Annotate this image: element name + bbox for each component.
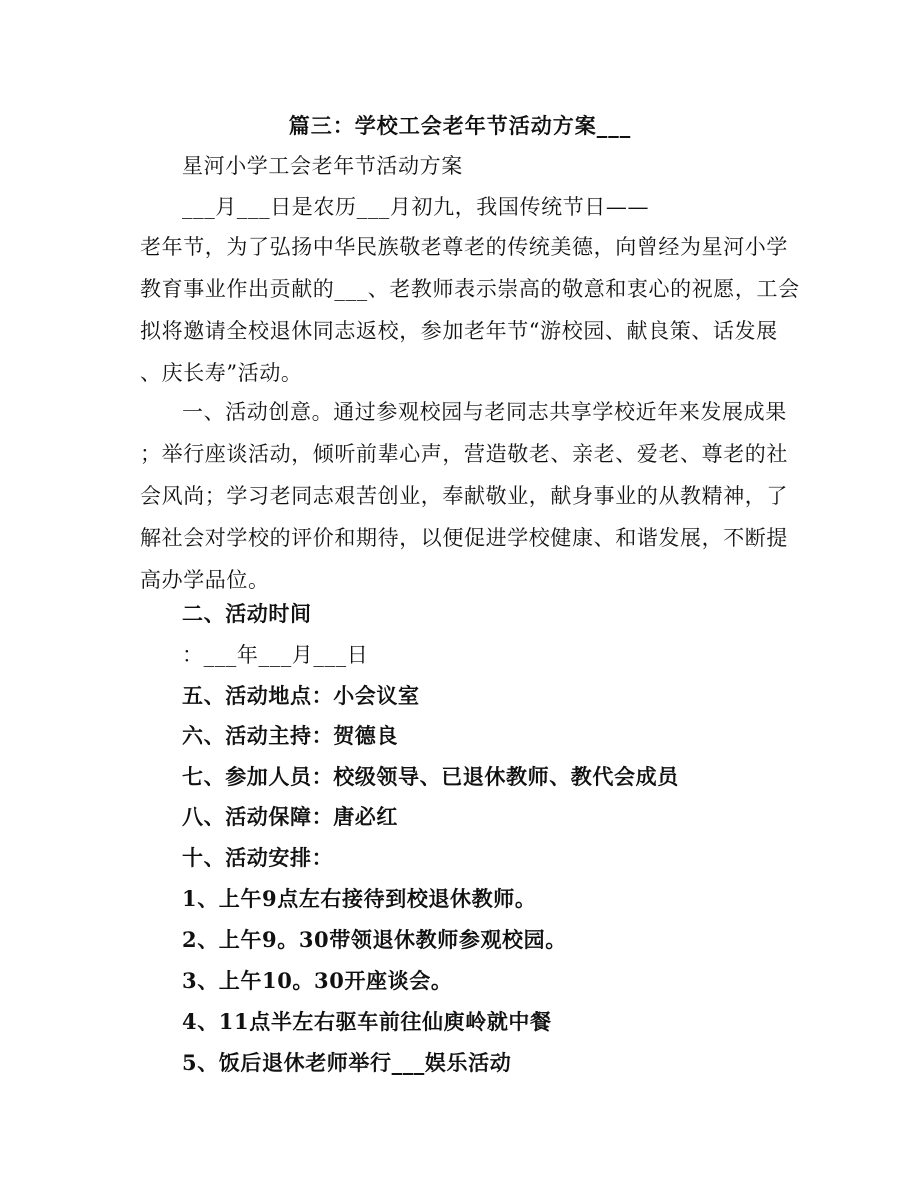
section2-value: ：___年___月___日 <box>182 643 369 667</box>
schedule-item: 4、11点半左右驱车前往仙庾岭就中餐 <box>182 1009 552 1034</box>
section2-heading: 二、活动时间 <box>182 601 312 626</box>
section5-location: 五、活动地点：小会议室 <box>182 683 420 708</box>
section7-participants: 七、参加人员：校级领导、已退休教师、教代会成员 <box>182 764 679 789</box>
paragraph-line: 教育事业作出贡献的___、老教师表示崇高的敬意和衷心的祝愿，工会 <box>140 277 800 301</box>
section6-host: 六、活动主持：贺德良 <box>182 723 398 748</box>
schedule-item: 3、上午10。30开座谈会。 <box>182 968 453 993</box>
schedule-item: 5、饭后退休老师举行___娱乐活动 <box>182 1050 512 1075</box>
paragraph-line: 老年节，为了弘扬中华民族敬老尊老的传统美德，向曾经为星河小学 <box>140 235 788 259</box>
intro-first-line: ___月___日是农历___月初九，我国传统节日—— <box>182 195 650 219</box>
document-title: 篇三：学校工会老年节活动方案___ <box>288 113 632 138</box>
paragraph-line: 解社会对学校的评价和期待，以便促进学校健康、和谐发展，不断提 <box>140 526 788 550</box>
document-subtitle: 星河小学工会老年节活动方案 <box>182 154 463 178</box>
paragraph-line: ；举行座谈活动，倾听前辈心声，营造敬老、亲老、爱老、尊老的社 <box>140 442 788 466</box>
paragraph-line: 高办学品位。 <box>140 568 270 592</box>
section8-support: 八、活动保障：唐必红 <box>182 804 398 829</box>
section10-heading: 十、活动安排： <box>182 845 334 870</box>
paragraph-line: 、庆长寿”活动。 <box>140 361 303 385</box>
paragraph-line: 会风尚；学习老同志艰苦创业，奉献敬业，献身事业的从教精神，了 <box>140 484 788 508</box>
intro-paragraph <box>140 226 800 394</box>
schedule-item: 2、上午9。30带领退休教师参观校园。 <box>182 927 567 952</box>
schedule-item: 1、上午9点左右接待到校退休教师。 <box>182 886 537 911</box>
paragraph-line: 拟将邀请全校退休同志返校，参加老年节“游校园、献良策、话发展 <box>140 319 778 343</box>
section1-paragraph <box>140 391 788 601</box>
paragraph-line: 一、活动创意。通过参观校园与老同志共享学校近年来发展成果 <box>182 400 787 424</box>
